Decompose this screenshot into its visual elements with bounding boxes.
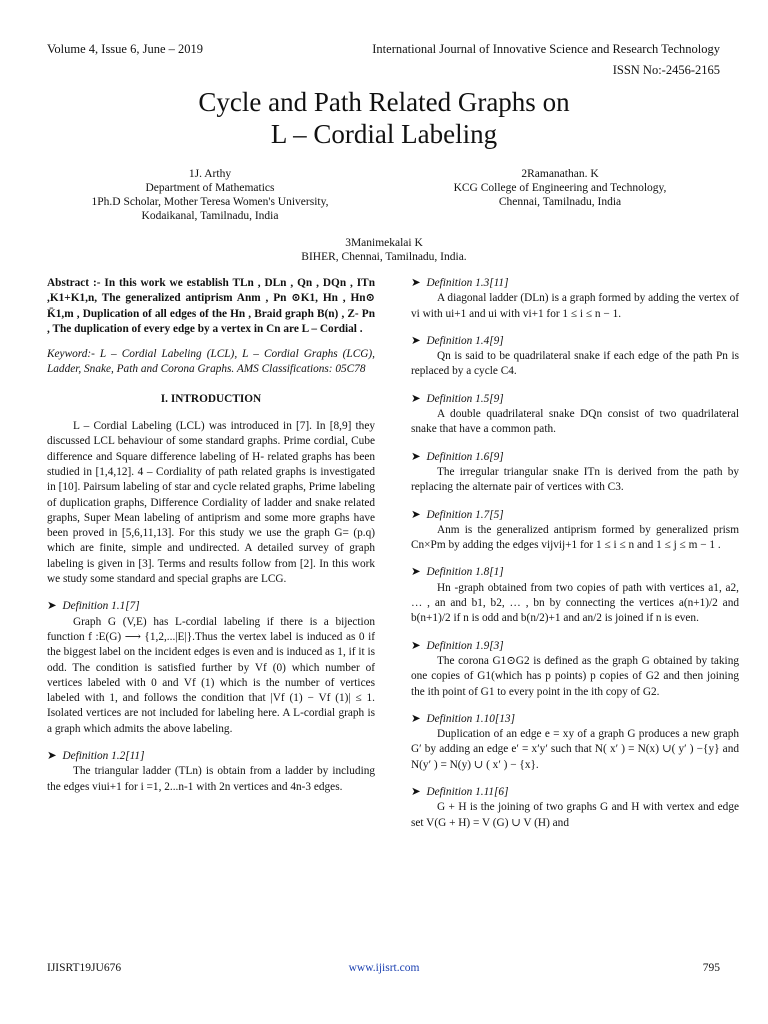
author-affiliation: BIHER, Chennai, Tamilnadu, India. [301, 251, 467, 263]
definition-heading: ➤ Definition 1.5[9] [411, 392, 504, 405]
bullet-arrow-icon: ➤ [411, 566, 421, 579]
bullet-arrow-icon: ➤ [47, 750, 57, 763]
author-dept: Department of Mathematics [145, 182, 275, 194]
intro-paragraph: L – Cordial Labeling (LCL) was introduced in [7]. In [8,9] they discussed LCL behaviour of some standard graphs. Prime cordial, Cube difference and Square difference labeling of H- related graphs has been studied in [1,4,12]. 4 – Cordiality of path related graphs is investigated in [10]. Pairsum labeling of star and cycle related graphs, Prime labeling of duplication graphs, Difference Cordiality of ladder and snake related graphs, Super Mean labeling of antiprism and some more graphs have been proved in [5,6,11,13]. For this study we use the graph G= (p.q) which are finite, simple and undirected. A detailed survey of graph labeling is given in [3]. Terms and results follow from [2]. In this work we study some standard and special graphs are LCG. [47, 420, 375, 586]
definition-body: The irregular triangular snake ITn is derived from the path by replacing the alternate pair of vertices with C3. [411, 465, 739, 494]
bullet-arrow-icon: ➤ [47, 600, 57, 613]
definition-heading: ➤ Definition 1.4[9] [411, 334, 504, 347]
definition-heading: ➤ Definition 1.7[5] [411, 508, 504, 521]
bullet-arrow-icon: ➤ [411, 334, 421, 347]
definition-heading: ➤ Definition 1.6[9] [411, 450, 504, 463]
bullet-arrow-icon: ➤ [411, 639, 421, 652]
definition-body: Qn is said to be quadrilateral snake if each edge of the path Pn is replaced by a cycle C4. [411, 350, 739, 378]
author-3 [0, 236, 768, 264]
definition-body: Hn -graph obtained from two copies of path with vertices a1, a2, … , an and b1, b2, … , bn by connecting the vertices a(n+1)/2 and b(n+1)/2 if n is odd and b(n/2)+1 and an/2 is joined if n is even. [411, 581, 739, 625]
abstract: Abstract :- In this work we establish TLn , DLn , Qn , DQn , ITn ,K1+K1,n, The generalized antiprism Anm , Pn ⊙K1, Hn , Hn⊙ K̄1,m , Duplication of all edges of the Hn , Braid graph B(n) , Z- Pn , The duplication of every edge by a vertex in Cn are L – Cordial . [47, 277, 375, 335]
author-2 [400, 167, 720, 209]
author-name: 2Ramanathan. K [521, 168, 599, 180]
definition-body: G + H is the joining of two graphs G and H with vertex and edge set V(G + H) = V (G) ∪ V (H) and [411, 801, 739, 829]
definition-heading: ➤ Definition 1.9[3] [411, 639, 504, 652]
bullet-arrow-icon: ➤ [411, 450, 421, 463]
definition-body: The corona G1⊙G2 is defined as the graph G obtained by taking one copies of G1(which has p points) p copies of G2 and then joining the ith point of G1 to every point in the ith copy of G2. [411, 654, 739, 698]
paper-code: IJISRT19JU676 [47, 962, 122, 974]
author-1 [50, 167, 370, 223]
section-heading: I. INTRODUCTION [160, 392, 262, 405]
definition-body: A diagonal ladder (DLn) is a graph formed by adding the vertex of vi with ui+1 and ui with vi+1 for 1 ≤ i ≤ n − 1. [411, 292, 739, 320]
journal-url[interactable]: www.ijisrt.com [348, 962, 420, 974]
definition-body: Graph G (V,E) has L-cordial labeling if there is a bijection function f :E(G) ⟶ {1,2,...|E|}.Thus the vertex label is induced as 0 if the biggest label on the incident edges is even and is induced as 1, if it is odd. The condition is satisfied further by Vf (0) which number of vertices labeled with 0 and Vf (1) which is the number of vertices labeled with 1, and follows the condition that |Vf (1) − Vf (1)| ≤ 1. Isolated vertices are not included for labeling here. A L-cordial graph is a graph which admits the above labeling. [47, 615, 375, 735]
bullet-arrow-icon: ➤ [411, 786, 421, 799]
left-column [47, 276, 375, 801]
definition-heading: ➤ Definition 1.3[11] [411, 277, 509, 289]
bullet-arrow-icon: ➤ [411, 508, 421, 521]
right-column [411, 276, 739, 837]
journal-name: International Journal of Innovative Science and Research Technology [372, 42, 720, 56]
definition-heading: ➤ Definition 1.1[7] [47, 600, 140, 613]
definition-body: Anm is the generalized antiprism formed by generalized prism Cn×Pm by adding the edges vijvij+1 for 1 ≤ i ≤ n and 1 ≤ j ≤ m − 1 . [411, 523, 739, 552]
bullet-arrow-icon: ➤ [411, 277, 421, 289]
author-place: Kodaikanal, Tamilnadu, India [141, 210, 279, 222]
title-line-1: Cycle and Path Related Graphs on [198, 87, 570, 117]
author-affiliation: 1Ph.D Scholar, Mother Teresa Women's University, [91, 196, 329, 208]
author-place: Chennai, Tamilnadu, India [498, 196, 622, 208]
definition-body: Duplication of an edge e = xy of a graph G produces a new graph G′ by adding an edge e′ = x′y′ such that N( x′ ) = N(x) ∪( y′ ) −{y} and N(y′ ) = N(y) ∪ ( x′ ) − {x}. [411, 728, 739, 771]
definition-body: The triangular ladder (TLn) is obtain from a ladder by including the edges viui+1 for i =1, 2...n-1 with 2n vertices and 4n-3 edges. [47, 765, 375, 793]
author-name: 1J. Arthy [188, 168, 232, 180]
definition-heading: ➤ Definition 1.8[1] [411, 566, 504, 579]
bullet-arrow-icon: ➤ [411, 392, 421, 405]
author-affiliation: KCG College of Engineering and Technology, [453, 182, 667, 194]
bullet-arrow-icon: ➤ [411, 712, 421, 725]
paper-title [0, 86, 768, 150]
definition-body: A double quadrilateral snake DQn consist of two quadrilateral snake that have a common path. [411, 408, 739, 436]
definition-heading: ➤ Definition 1.10[13] [411, 712, 515, 725]
author-name: 3Manimekalai K [345, 237, 423, 249]
page-number: 795 [702, 962, 720, 974]
title-line-2: L – Cordial Labeling [270, 119, 498, 149]
definition-heading: ➤ Definition 1.2[11] [47, 750, 145, 763]
definition-heading: ➤ Definition 1.11[6] [411, 786, 509, 799]
issn: ISSN No:-2456-2165 [612, 63, 720, 77]
volume-issue: Volume 4, Issue 6, June – 2019 [47, 42, 204, 56]
keywords: Keyword:- L – Cordial Labeling (LCL), L – Cordial Graphs (LCG), Ladder, Snake, Path and Corona Graphs. AMS Classifications: 05C78 [47, 348, 375, 376]
